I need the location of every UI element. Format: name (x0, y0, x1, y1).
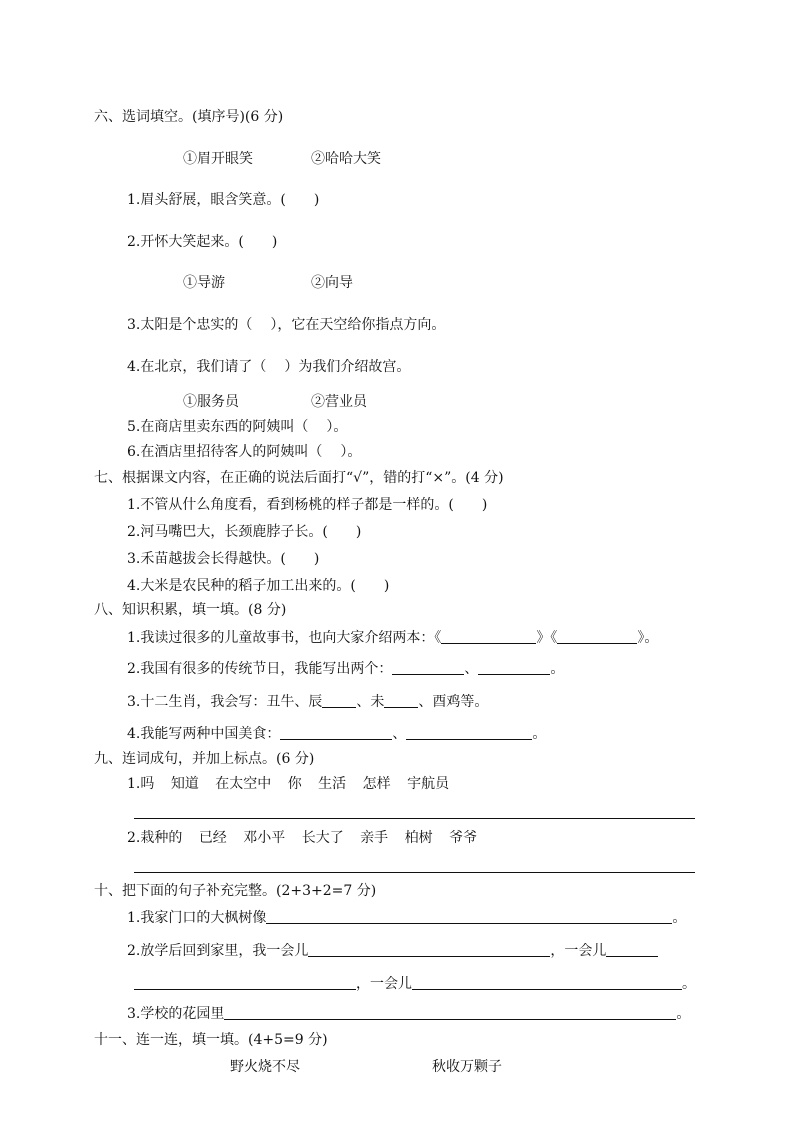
section-10-heading: 十、把下面的句子补充完整。(2+3+2=7 分) (94, 883, 377, 899)
section-8-heading: 八、知识积累，填一填。(8 分) (94, 602, 287, 618)
question-6-3: 3.太阳是个忠实的（ ），它在天空给你指点方向。 (127, 317, 446, 333)
section-6-heading: 六、选词填空。(填序号)(6 分) (94, 109, 284, 125)
word: 爷爷 (449, 830, 478, 846)
question-7-3: 3.禾苗越拔会长得越快。( ) (127, 551, 320, 567)
word: 亲手 (360, 830, 389, 846)
section-7-heading: 七、根据课文内容，在正确的说法后面打“√”，错的打“×”。(4 分) (94, 470, 504, 486)
option-1: ①服务员 (183, 394, 239, 410)
question-7-1: 1.不管从什么角度看，看到杨桃的样子都是一样的。( ) (127, 497, 488, 513)
word: 柏树 (404, 830, 433, 846)
answer-blank[interactable] (308, 942, 550, 957)
question-6-1: 1.眉头舒展，眼含笑意。( ) (127, 192, 320, 208)
question-8-2: 2.我国有很多的传统节日，我能写出两个： 、 。 (127, 661, 565, 677)
word: 你 (287, 776, 302, 792)
festival-blank-2[interactable] (478, 660, 550, 675)
word-group-1 (127, 775, 449, 793)
word: 宇航员 (407, 776, 450, 792)
food-blank-1[interactable] (280, 725, 392, 740)
option-2: ②向导 (311, 275, 353, 291)
word-group-2 (127, 829, 477, 847)
option-1: ①眉开眼笑 (183, 151, 253, 167)
question-7-4: 4.大米是农民种的稻子加工出来的。( ) (127, 578, 390, 594)
option-1: ①导游 (183, 275, 225, 291)
answer-line[interactable] (134, 818, 695, 819)
question-6-6: 6.在酒店里招待客人的阿姨叫（ ）。 (127, 444, 362, 460)
book-title-blank-1[interactable] (441, 629, 536, 644)
word: 怎样 (362, 776, 391, 792)
answer-blank[interactable] (224, 1005, 676, 1020)
question-8-1: 1.我读过很多的儿童故事书，也向大家介绍两本：《 》《 》。 (127, 630, 659, 646)
question-6-4: 4.在北京，我们请了（ ）为我们介绍故宫。 (127, 359, 411, 375)
option-2: ②营业员 (311, 394, 367, 410)
word: 已经 (198, 830, 227, 846)
question-8-4: 4.我能写两种中国美食： 、 。 (127, 726, 547, 742)
match-left-item[interactable]: 野火烧不尽 (230, 1059, 300, 1075)
question-10-3: 3.学校的花园里 。 (127, 1006, 691, 1022)
option-2: ②哈哈大笑 (311, 151, 381, 167)
answer-line[interactable] (134, 872, 695, 873)
word: 长大了 (301, 830, 344, 846)
section-9-heading: 九、连词成句，并加上标点。(6 分) (94, 751, 315, 767)
answer-blank[interactable] (412, 975, 682, 990)
answer-blank[interactable] (266, 909, 672, 924)
word: 知道 (170, 776, 199, 792)
section-11-heading: 十一、连一连，填一填。(4+5=9 分) (94, 1032, 328, 1048)
answer-blank[interactable] (606, 942, 658, 957)
word: 邓小平 (243, 830, 286, 846)
festival-blank-1[interactable] (392, 660, 464, 675)
zodiac-blank-1[interactable] (322, 693, 356, 708)
zodiac-blank-2[interactable] (384, 693, 418, 708)
word: 2.栽种的 (127, 830, 183, 846)
word: 1.吗 (127, 776, 155, 792)
question-10-2: 2.放学后回到家里，我一会儿 ，一会儿 (127, 942, 658, 960)
word: 生活 (318, 776, 347, 792)
question-7-2: 2.河马嘴巴大，长颈鹿脖子长。( ) (127, 524, 362, 540)
food-blank-2[interactable] (406, 725, 532, 740)
question-10-1: 1.我家门口的大枫树像 。 (127, 910, 687, 926)
question-6-5: 5.在商店里卖东西的阿姨叫（ ）。 (127, 419, 348, 435)
word: 在太空中 (215, 776, 272, 792)
book-title-blank-2[interactable] (557, 629, 637, 644)
match-right-item[interactable]: 秋收万颗子 (432, 1059, 502, 1075)
question-8-3: 3.十二生肖，我会写：丑牛、辰 、未 、酉鸡等。 (127, 694, 489, 710)
question-10-2-cont: ，一会儿 。 (134, 975, 696, 993)
answer-blank[interactable] (134, 975, 356, 990)
question-6-2: 2.开怀大笑起来。( ) (127, 234, 278, 250)
